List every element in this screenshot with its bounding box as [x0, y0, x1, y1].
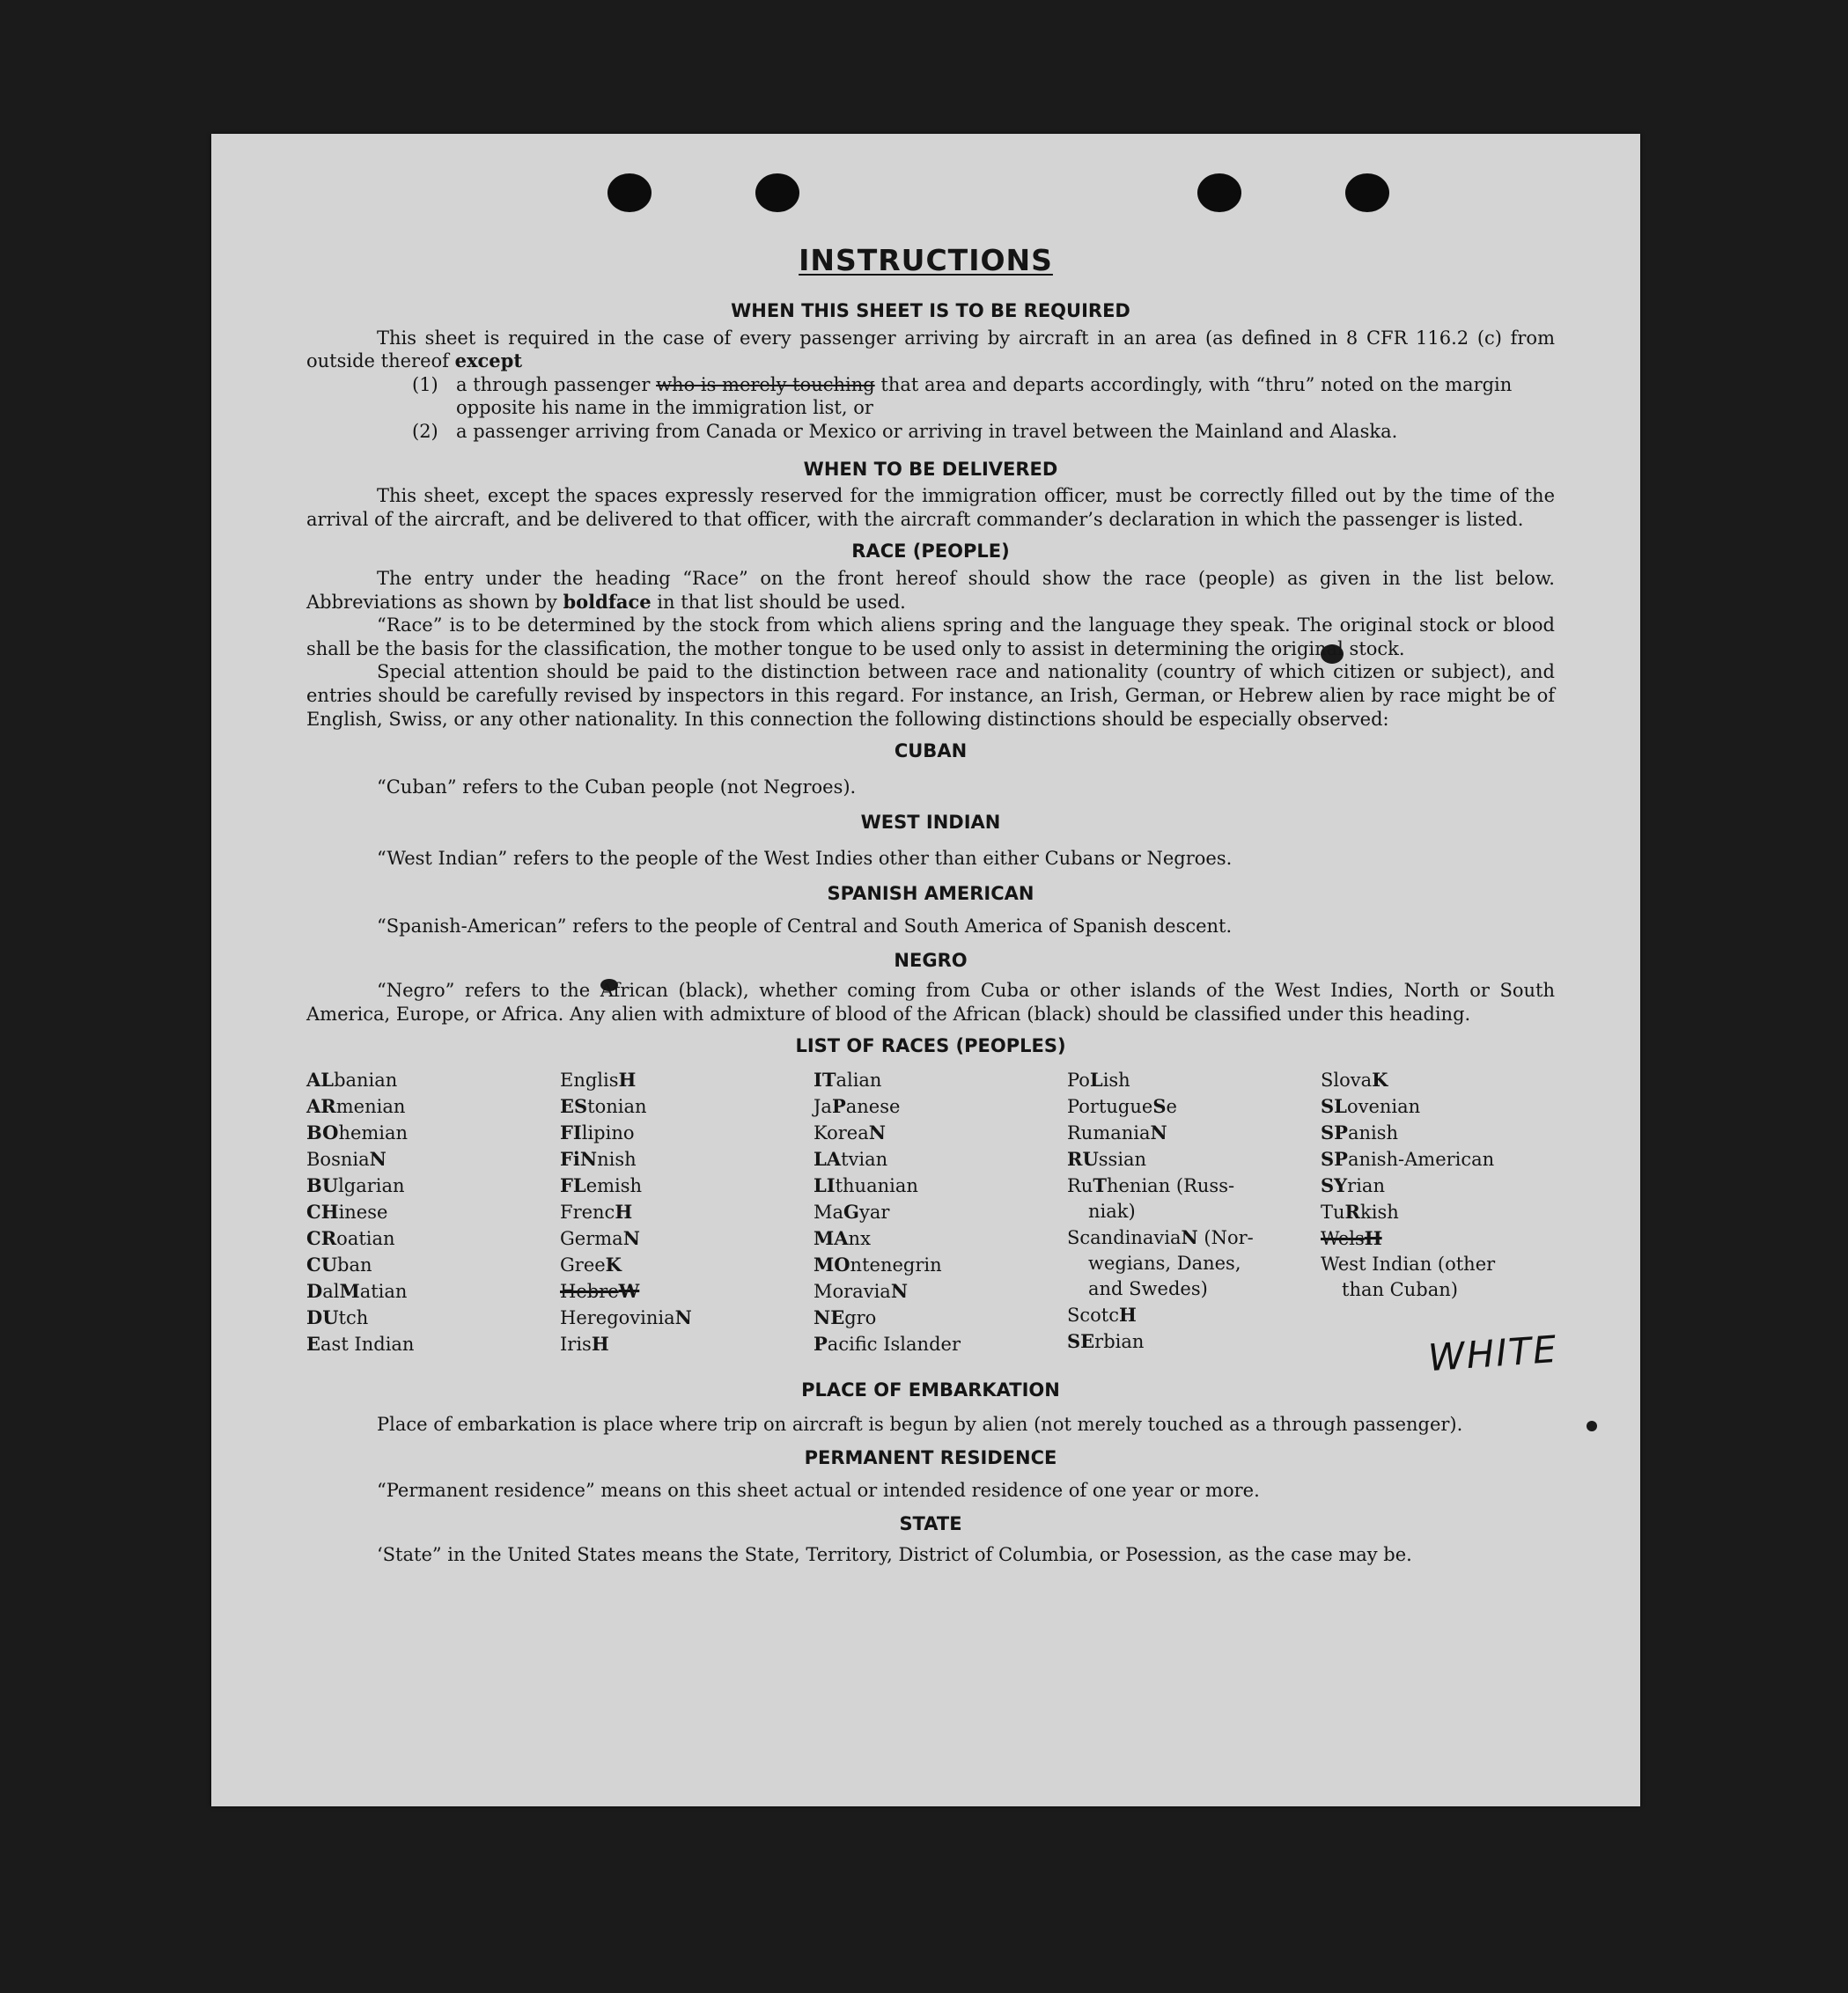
race-entry-part: SP	[1321, 1122, 1348, 1144]
race-entry-part: (Nor-	[1197, 1227, 1254, 1249]
section-heading-cuban: CUBAN	[894, 740, 968, 762]
race-entry	[560, 1225, 814, 1252]
race-entry-part: CH	[306, 1201, 339, 1224]
race-entry-part: N	[369, 1148, 387, 1171]
race-entry-part: Englis	[560, 1070, 619, 1092]
race-entry-part: LI	[814, 1174, 836, 1197]
section-heading-race: RACE (PEOPLE)	[851, 541, 1010, 563]
race-paragraph-2: “Race” is to be determined by the stock from which aliens spring and the language they speak. The original stock or blood shall be the basis for the classification, the mother tongue to be used only to assist in determining the original stock.	[306, 614, 1555, 659]
race-entry-part: Gree	[560, 1254, 606, 1276]
race-entry	[1321, 1093, 1574, 1120]
race-entry	[1321, 1146, 1574, 1173]
race-entry-part: L	[1089, 1069, 1103, 1092]
race-entry-part: H	[1364, 1227, 1382, 1250]
race-entry-part: Ma	[814, 1202, 844, 1224]
section-heading-negro: NEGRO	[894, 949, 968, 971]
race-entry	[814, 1199, 1067, 1225]
race-entry-part: alian	[836, 1070, 882, 1092]
race-entry	[814, 1067, 1067, 1093]
race-entry-part: Portugue	[1067, 1096, 1153, 1118]
race-entry	[306, 1225, 560, 1252]
race-entry-part: K	[605, 1254, 622, 1276]
race-entry-part: Po	[1067, 1070, 1090, 1092]
race-entry	[1321, 1067, 1574, 1093]
race-entry-part: ban	[337, 1254, 372, 1276]
race-entry-part: Fi	[560, 1148, 580, 1171]
race-entry-part: ovenian	[1346, 1096, 1421, 1118]
race-entry	[814, 1225, 1067, 1252]
race-column	[1321, 1067, 1574, 1357]
race-entry-part: N	[674, 1306, 692, 1329]
race-entry-part: NE	[814, 1306, 845, 1329]
race-entry-part: kish	[1360, 1202, 1399, 1224]
race-entry-part: N	[890, 1280, 909, 1303]
race-column	[560, 1067, 814, 1357]
race-entry-part: D	[306, 1280, 323, 1303]
race-entry	[306, 1146, 560, 1173]
section-heading-embarkation: PLACE OF EMBARKATION	[801, 1379, 1060, 1401]
race-entry-part: Scotc	[1067, 1305, 1119, 1327]
race-entry	[560, 1120, 814, 1146]
section-heading-residence: PERMANENT RESIDENCE	[804, 1447, 1057, 1469]
race-entry-part: banian	[334, 1070, 398, 1092]
race-entry-part: henian (Russ-	[1106, 1175, 1235, 1197]
race-entry	[306, 1278, 560, 1305]
required-intro: This sheet is required in the case of every passenger arriving by aircraft in an area (as defined in 8 CFR 116.2 (c) from outside thereof except	[306, 327, 1555, 372]
race-entry-part: Moravia	[814, 1281, 891, 1303]
race-entry-part: al	[322, 1281, 340, 1303]
race-entry-part: thuanian	[835, 1175, 918, 1197]
race-entry-part: inese	[338, 1202, 388, 1224]
race-entry-part: K	[1372, 1069, 1388, 1092]
race-entry-part: anese	[845, 1096, 901, 1118]
race-entry-part: Germa	[560, 1228, 623, 1250]
race-entry	[306, 1120, 560, 1146]
race-entry	[306, 1067, 560, 1093]
negro-text: “Negro” refers to the African (black), whether coming from Cuba or other islands of the West Indies, North or South America, Europe, or Africa. Any alien with admixture of blood of the African (black) should be classified under this heading.	[306, 980, 1555, 1025]
race-entry-part: RU	[1067, 1148, 1099, 1171]
race-entry-part: ntenegrin	[850, 1254, 942, 1276]
race-entry-part: Slova	[1321, 1070, 1373, 1092]
race-entry	[306, 1305, 560, 1331]
race-entry-part: tvian	[841, 1149, 888, 1171]
race-entry	[1321, 1199, 1574, 1225]
required-item-2: (2) a passenger arriving from Canada or Mexico or arriving in travel between the Mainland and Alaska.	[412, 420, 1398, 442]
race-entry-part: acific Islander	[827, 1334, 961, 1356]
race-entry	[306, 1199, 560, 1225]
race-entry-part: AL	[306, 1069, 335, 1092]
race-entry-part: gro	[844, 1307, 877, 1329]
race-entry-part: N	[622, 1227, 640, 1250]
section-heading-spanish-american: SPANISH AMERICAN	[827, 883, 1034, 905]
race-entry-part: rbian	[1094, 1331, 1145, 1353]
section-heading-required: WHEN THIS SHEET IS TO BE REQUIRED	[731, 300, 1130, 321]
race-entry-part: tonian	[587, 1096, 647, 1118]
punch-hole	[607, 173, 652, 212]
required-item-1: (1) a through passenger who is merely touching that area and departs accordingly, with “thru” noted on the margin opposite his name in the immigration list, or	[412, 373, 1513, 419]
race-entry-part: Ru	[1067, 1175, 1093, 1197]
race-entry-part: H	[615, 1201, 633, 1224]
instructions-body	[306, 290, 1555, 1567]
race-entry-part: M	[339, 1280, 360, 1303]
race-entry-part: P	[814, 1333, 828, 1356]
race-entry-part: ast Indian	[320, 1334, 415, 1356]
race-entry-part: Heregovinia	[560, 1307, 675, 1329]
race-entry	[814, 1146, 1067, 1173]
punch-hole	[755, 173, 799, 212]
section-heading-race-list: LIST OF RACES (PEOPLES)	[795, 1035, 1066, 1057]
delivered-text: This sheet, except the spaces expressly reserved for the immigration officer, must be correctly filled out by the time of the arrival of the aircraft, and be delivered to that officer, with the aircraft commander’s declaration in which the passenger is listed.	[306, 485, 1555, 530]
race-entry	[1067, 1328, 1321, 1355]
race-paragraph-3: Special attention should be paid to the distinction between race and nationality (country of which citizen or subject), and entries should be carefully revised by inspectors in this regard. For instance, an Irish, German, or Hebrew alien by race might be of English, Swiss, or any other nationality. In this connection the following distinctions should be especially observed:	[306, 661, 1555, 730]
residence-text: “Permanent residence” means on this sheet actual or intended residence of one year or more.	[377, 1479, 1260, 1501]
race-entry	[814, 1252, 1067, 1278]
race-entry	[306, 1331, 560, 1357]
race-entry-part: anish	[1347, 1122, 1399, 1144]
race-entry-part: E	[306, 1333, 321, 1356]
race-entry-part: FL	[560, 1174, 586, 1197]
race-entry-part: Tu	[1321, 1202, 1345, 1224]
race-entry-part: CU	[306, 1254, 338, 1276]
race-entry-part: H	[1119, 1304, 1137, 1327]
race-entry-part: nish	[597, 1149, 637, 1171]
race-entry	[1321, 1252, 1574, 1303]
race-entry-part: ish	[1102, 1070, 1130, 1092]
race-entry	[814, 1305, 1067, 1331]
race-entry-part: SY	[1321, 1174, 1348, 1197]
race-entry-part: Rumania	[1067, 1122, 1151, 1144]
race-entry-continuation: wegians, Danes,	[1088, 1253, 1241, 1275]
race-entry-part: hemian	[338, 1122, 409, 1144]
race-entry	[306, 1252, 560, 1278]
race-entry-part: H	[618, 1069, 637, 1092]
race-entry-part: N	[1181, 1226, 1198, 1249]
race-entry-part: rian	[1347, 1175, 1385, 1197]
section-heading-state: STATE	[899, 1513, 962, 1535]
race-entry-part: lgarian	[338, 1175, 405, 1197]
race-entry	[560, 1093, 814, 1120]
race-entry-part: AR	[306, 1095, 336, 1118]
race-entry-part: R	[1344, 1201, 1360, 1224]
race-entry	[1067, 1146, 1321, 1173]
race-entry-part: nx	[848, 1228, 871, 1250]
race-column	[1067, 1067, 1321, 1357]
race-entry	[560, 1173, 814, 1199]
race-entry-part: DU	[306, 1306, 339, 1329]
race-entry-part: SL	[1321, 1095, 1347, 1118]
race-entry	[1067, 1093, 1321, 1120]
race-entry	[560, 1252, 814, 1278]
race-entry-part: Korea	[814, 1122, 869, 1144]
race-entry	[306, 1093, 560, 1120]
race-entry	[560, 1305, 814, 1331]
embarkation-text: Place of embarkation is place where trip on aircraft is begun by alien (not merely touched as a through passenger).	[377, 1413, 1463, 1435]
race-entry-part: lipino	[581, 1122, 635, 1144]
race-entry-part: oatian	[336, 1228, 395, 1250]
race-entry-part: anish-American	[1347, 1149, 1495, 1171]
page-title: INSTRUCTIONS	[799, 243, 1053, 277]
race-entry-part: SE	[1067, 1330, 1095, 1353]
race-entry-part: N	[579, 1148, 598, 1171]
race-entry-continuation: than Cuban)	[1342, 1279, 1458, 1301]
race-entry-part: West Indian (other	[1321, 1254, 1496, 1276]
race-entry	[560, 1146, 814, 1173]
race-entry	[1067, 1120, 1321, 1146]
race-entry-part: menian	[335, 1096, 406, 1118]
race-entry-part: LA	[814, 1148, 842, 1171]
race-entry-part: N	[1150, 1122, 1167, 1144]
race-entry	[814, 1120, 1067, 1146]
race-entry	[1067, 1224, 1321, 1302]
race-entry	[814, 1173, 1067, 1199]
race-entry-part: Ja	[814, 1096, 832, 1118]
race-entry-part: MA	[814, 1227, 849, 1250]
race-entry	[1067, 1067, 1321, 1093]
document-sheet	[211, 134, 1640, 1806]
race-entry-part: ssian	[1098, 1149, 1147, 1171]
race-entry-part: CR	[306, 1227, 337, 1250]
race-entry-part: T	[1093, 1174, 1107, 1197]
race-entry-part: Hebre	[560, 1281, 619, 1303]
cuban-text: “Cuban” refers to the Cuban people (not Negroes).	[377, 776, 857, 798]
west-indian-text: “West Indian” refers to the people of the West Indies other than either Cubans or Negroes.	[377, 847, 1233, 869]
race-entry-part: Scandinavia	[1067, 1227, 1182, 1249]
race-entry-part: atian	[359, 1281, 408, 1303]
race-paragraph-1: The entry under the heading “Race” on the front hereof should show the race (people) as given in the list below. Abbreviations as shown by boldface in that list should be used.	[306, 567, 1555, 613]
punch-hole	[1197, 173, 1241, 212]
race-entry	[814, 1093, 1067, 1120]
race-entry	[560, 1331, 814, 1357]
spanish-american-text: “Spanish-American” refers to the people of Central and South America of Spanish descent.	[377, 916, 1233, 938]
race-entry-part: W	[618, 1280, 640, 1303]
race-entry-part: G	[843, 1201, 859, 1224]
race-entry	[1321, 1225, 1574, 1252]
race-entry-part: H	[591, 1333, 609, 1356]
race-entry-part: S	[1152, 1095, 1167, 1118]
handwritten-annotation: WHITE	[1426, 1327, 1560, 1380]
race-entry-part: N	[868, 1122, 886, 1144]
race-entry-part: IT	[814, 1069, 836, 1092]
race-entry	[306, 1173, 560, 1199]
race-entry-part: tch	[338, 1307, 369, 1329]
race-entry-part: BU	[306, 1174, 339, 1197]
race-entry	[1321, 1173, 1574, 1199]
race-entry	[814, 1331, 1067, 1357]
race-entry-part: MO	[814, 1254, 850, 1276]
race-entry	[560, 1067, 814, 1093]
race-entry-part: SP	[1321, 1148, 1348, 1171]
race-entry-part: Wels	[1321, 1228, 1365, 1250]
state-text: ‘State” in the United States means the State, Territory, District of Columbia, or Posession, as the case may be.	[377, 1544, 1412, 1565]
race-entry	[1321, 1120, 1574, 1146]
race-entry-part: Bosnia	[306, 1149, 370, 1171]
section-heading-delivered: WHEN TO BE DELIVERED	[803, 458, 1058, 480]
race-entry-continuation: and Swedes)	[1088, 1278, 1208, 1300]
race-entry-part: FI	[560, 1122, 582, 1144]
race-entry-continuation: niak)	[1088, 1201, 1136, 1223]
race-entry	[1067, 1173, 1321, 1224]
race-entry	[560, 1278, 814, 1305]
race-entry	[1067, 1302, 1321, 1328]
ink-speck	[1587, 1421, 1597, 1431]
race-entry-part: ES	[560, 1095, 588, 1118]
section-heading-west-indian: WEST INDIAN	[860, 812, 1001, 834]
race-list	[306, 1067, 1555, 1357]
race-entry-part: BO	[306, 1122, 339, 1144]
race-entry-part: Frenc	[560, 1202, 615, 1224]
race-entry-part: emish	[585, 1175, 643, 1197]
race-entry	[814, 1278, 1067, 1305]
punch-hole	[1345, 173, 1389, 212]
race-entry-part: P	[831, 1095, 846, 1118]
race-column	[306, 1067, 560, 1357]
race-entry-part: Iris	[560, 1334, 592, 1356]
race-column	[814, 1067, 1067, 1357]
race-entry-part: e	[1166, 1096, 1177, 1118]
race-entry	[560, 1199, 814, 1225]
race-entry-part: yar	[858, 1202, 890, 1224]
